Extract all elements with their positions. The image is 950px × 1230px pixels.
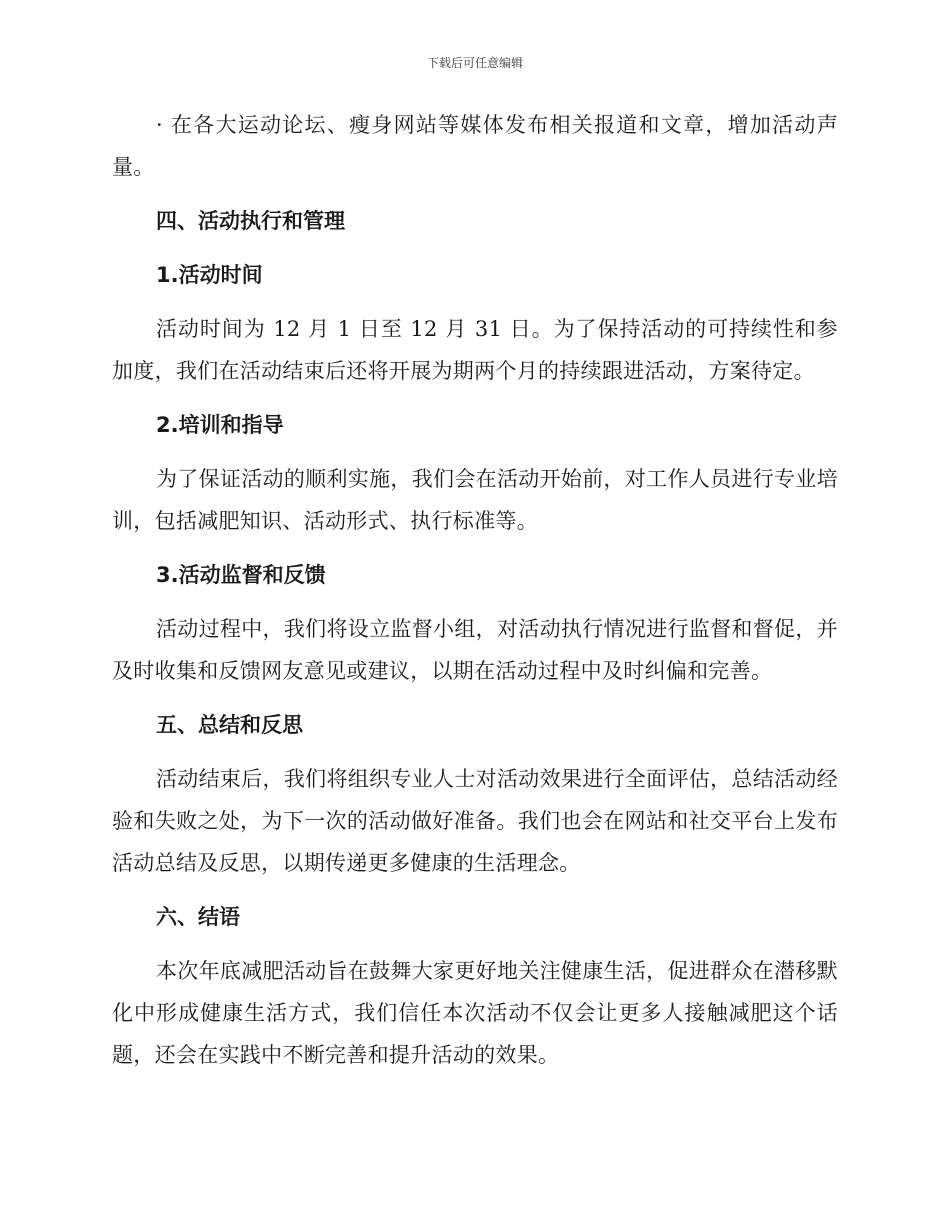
- paragraph-supervision: 活动过程中，我们将设立监督小组，对活动执行情况进行监督和督促，并及时收集和反馈网友意见或建议，以期在活动过程中及时纠偏和完善。: [112, 617, 838, 683]
- document-body: [112, 104, 838, 1088]
- subheading-supervision: 3.活动监督和反馈: [156, 563, 326, 587]
- paragraph-summary: 活动结束后，我们将组织专业人士对活动效果进行全面评估，总结活动经验和失败之处，为下一次的活动做好准备。我们也会在网站和社交平台上发布活动总结及反思，以期传递更多健康的生活理念。: [112, 767, 838, 875]
- section-heading-execution: 四、活动执行和管理: [156, 209, 345, 233]
- subheading-training: 2.培训和指导: [156, 413, 284, 437]
- paragraph-conclusion: 本次年底减肥活动旨在鼓舞大家更好地关注健康生活，促进群众在潜移默化中形成健康生活方式，我们信任本次活动不仅会让更多人接触减肥这个话题，还会在实践中不断完善和提升活动的效果。: [112, 959, 838, 1067]
- subheading-activity-time: 1.活动时间: [156, 263, 263, 287]
- paragraph-training: 为了保证活动的顺利实施，我们会在活动开始前，对工作人员进行专业培训，包括减肥知识、活动形式、执行标准等。: [112, 467, 838, 533]
- paragraph-activity-time: 活动时间为 12 月 1 日至 12 月 31 日。为了保持活动的可持续性和参加度，我们在活动结束后还将开展为期两个月的持续跟进活动，方案待定。: [112, 317, 838, 383]
- section-heading-summary: 五、总结和反思: [156, 713, 303, 737]
- section-heading-conclusion: 六、结语: [156, 905, 240, 929]
- page-header: 下载后可任意编辑: [426, 56, 523, 70]
- bullet-paragraph-media: · 在各大运动论坛、瘦身网站等媒体发布相关报道和文章，增加活动声量。: [112, 113, 838, 179]
